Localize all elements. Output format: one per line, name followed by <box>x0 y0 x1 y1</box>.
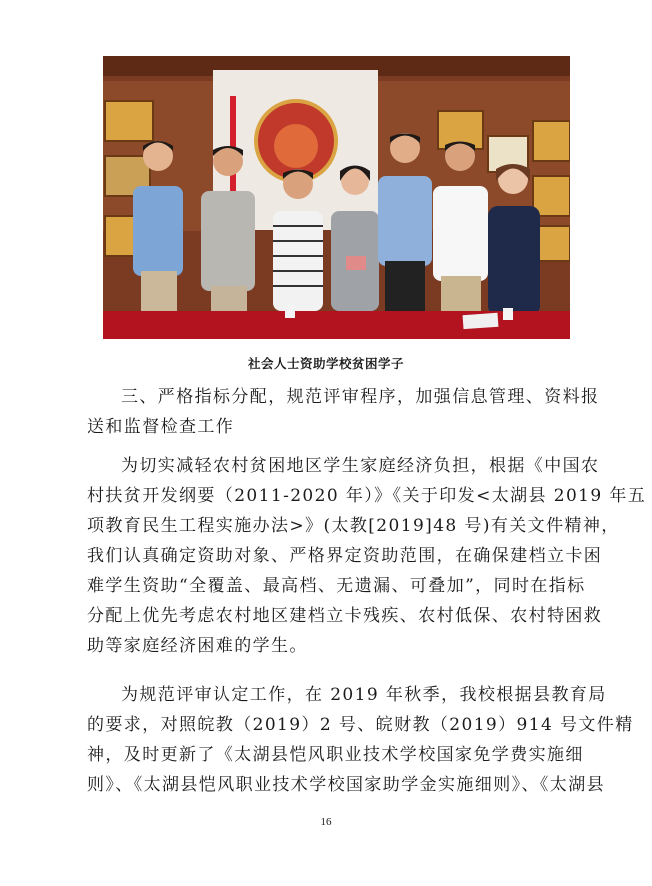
text-line: 项教育民生工程实施办法>》(太教[2019]48 号)有关文件精神， <box>87 516 620 536</box>
body-paragraph <box>87 680 634 800</box>
text-line: 分配上优先考虑农村地区建档立卡残疾、农村低保、农村特困救 <box>87 606 603 626</box>
text-line: 为切实减轻农村贫困地区学生家庭经济负担，根据《中国农 <box>121 456 600 476</box>
table <box>103 311 570 339</box>
text-line: 难学生资助“全覆盖、最高档、无遗漏、可叠加”，同时在指标 <box>87 576 586 596</box>
page-number: 16 <box>320 816 332 828</box>
text-line: 为规范评审认定工作，在 2019 年秋季，我校根据县教育局 <box>121 685 607 705</box>
text-line: 助等家庭经济困难的学生。 <box>87 636 308 656</box>
text-line: 三、严格指标分配，规范评审程序，加强信息管理、资料报 <box>121 387 600 407</box>
text-line: 村扶贫开发纲要（2011-2020 年）》《关于印发<太湖县 2019 年五 <box>87 486 647 506</box>
text-line: 的要求，对照皖教（2019）2 号、皖财教（2019）914 号文件精 <box>87 715 634 735</box>
photo-caption: 社会人士资助学校贫困学子 <box>247 356 404 371</box>
text-line: 送和监督检查工作 <box>87 417 235 437</box>
text-line: 则》、《太湖县恺风职业技术学校国家助学金实施细则》、《太湖县 <box>87 775 605 795</box>
plaque <box>105 101 153 141</box>
group-photo <box>103 56 570 339</box>
section-heading-paragraph <box>87 382 600 442</box>
text-line: 神，及时更新了《太湖县恺风职业技术学校国家免学费实施细 <box>87 745 584 765</box>
text-line: 我们认真确定资助对象、严格界定资助范围，在确保建档立卡困 <box>87 546 603 566</box>
body-paragraph <box>87 451 647 661</box>
group-photo-illustration <box>103 56 570 339</box>
